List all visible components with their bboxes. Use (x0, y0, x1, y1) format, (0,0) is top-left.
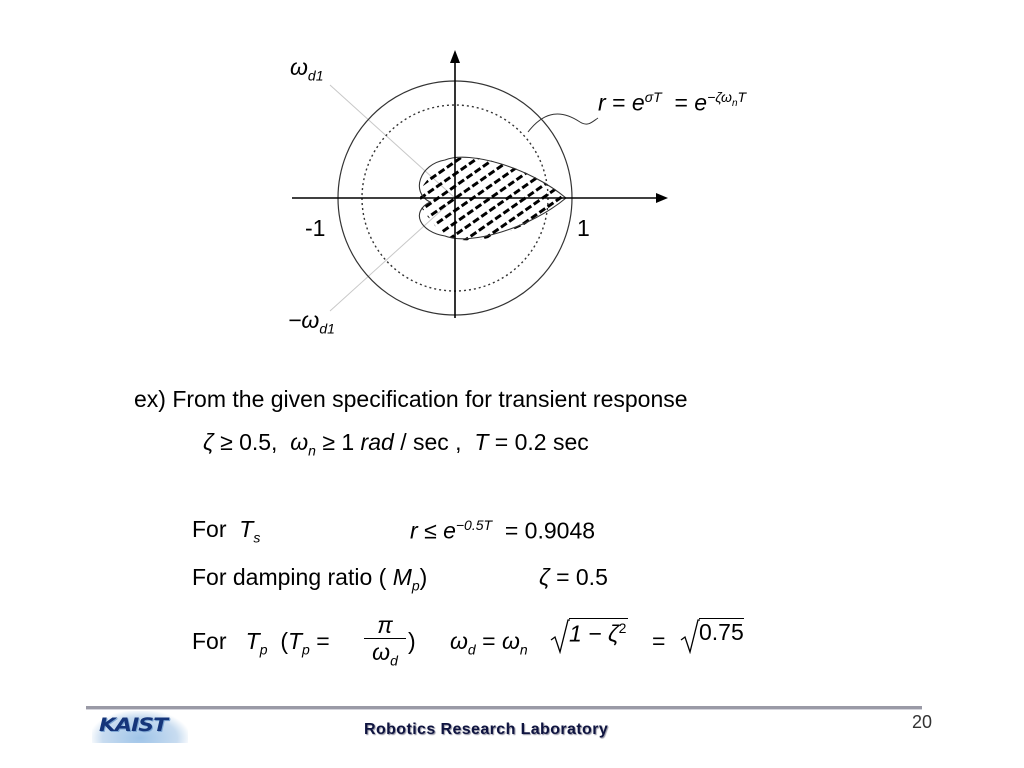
ts-result: = 0.9048 (504, 517, 596, 544)
t-subscript: s (253, 529, 261, 546)
omega-symbol: ω (501, 628, 520, 654)
pi-over-omega-fraction (362, 612, 408, 669)
tp-line-formula (450, 630, 528, 657)
omega-symbol: ω (290, 429, 309, 455)
equals-sign: = (612, 89, 626, 116)
kaist-logo (92, 711, 188, 743)
m-symbol: M (392, 564, 412, 590)
exponent: −0.5T (455, 517, 493, 533)
m-subscript: p (411, 577, 420, 594)
for-word: For (192, 516, 227, 542)
le-sign: ≤ (424, 517, 437, 544)
label-one: 1 (577, 215, 590, 241)
t-value: = 0.2 sec (494, 429, 589, 455)
t-subscript: p (302, 641, 310, 658)
equals-sign-3: = (652, 628, 666, 654)
sqrt-sign-2 (680, 618, 700, 654)
fraction-numerator: π (377, 612, 393, 638)
omega-subscript: d (390, 652, 398, 669)
footer-rule-shadow (86, 709, 922, 710)
rad-unit: rad (360, 429, 394, 455)
t-subscript: p (259, 641, 268, 658)
minus-omega-d1-bottom-label (288, 309, 335, 336)
exponent (707, 89, 747, 109)
sqrt-sign-1 (550, 618, 570, 654)
per-sec-unit: / sec , (400, 429, 462, 455)
r-symbol: r (598, 89, 606, 116)
t-symbol: T (239, 516, 254, 542)
spec-line (203, 431, 589, 458)
omega-symbol: ω (372, 639, 391, 665)
e-symbol: e (631, 89, 645, 116)
exponent-subscript: n (731, 97, 738, 109)
omega-subscript: d1 (307, 67, 324, 84)
radicand-exponent: 2 (618, 620, 627, 636)
x-axis-arrow (656, 193, 668, 203)
radius-formula (598, 90, 746, 115)
t-symbol: T (245, 628, 260, 654)
omega-symbol: −ω (288, 307, 320, 333)
example-intro: ex) From the given specification for transient response (134, 386, 688, 412)
equals-sign: = (316, 628, 330, 654)
omega-symbol: ω (290, 54, 308, 80)
omega-symbol: ω (450, 628, 468, 654)
omega-subscript: d1 (319, 320, 335, 337)
omega-subscript: n (308, 442, 316, 459)
omega-subscript: d (467, 641, 476, 658)
equals-sign: = (482, 628, 496, 654)
tp-close-paren: ) (408, 628, 416, 654)
tp-line-label (192, 630, 330, 657)
zeta-symbol: ζ (539, 564, 550, 590)
damping-value: = 0.5 (556, 564, 608, 590)
exponent: σT (644, 89, 662, 105)
y-axis-arrow (450, 50, 460, 63)
ts-line-formula (410, 518, 595, 543)
label-minus-one: -1 (305, 215, 326, 241)
omega-subscript: n (519, 641, 528, 658)
fraction-denominator (362, 639, 408, 669)
e-symbol: e (694, 89, 708, 116)
exponent-text: −ζω (707, 89, 732, 105)
omega-d1-top-label (290, 56, 324, 83)
e-symbol: e (443, 517, 456, 544)
damping-result (539, 566, 608, 589)
zeta-symbol: ζ (203, 429, 214, 455)
lab-name: Robotics Research Laboratory (364, 721, 609, 738)
exponent-tail: T (737, 89, 747, 105)
omega-condition: ≥ 1 (322, 429, 355, 455)
for-word: For (192, 628, 227, 654)
equals-sign: = (674, 89, 688, 116)
damping-text: For damping ratio ( (192, 564, 387, 590)
open-paren: ( (280, 628, 288, 654)
page-number: 20 (912, 712, 933, 732)
hatched-region (420, 157, 566, 240)
t-symbol: T (287, 628, 303, 654)
sqrt-body-2: 0.75 (699, 619, 744, 645)
damping-line (192, 566, 427, 593)
zeta-condition: ≥ 0.5, (220, 429, 278, 455)
radicand: 1 − ζ (569, 620, 619, 647)
close-paren: ) (419, 564, 428, 590)
kaist-logo-text: KAIST (99, 714, 168, 737)
t-symbol: T (474, 429, 489, 455)
sqrt-body-1 (569, 618, 628, 646)
ts-line-label (192, 518, 260, 545)
r-symbol: r (410, 517, 418, 544)
